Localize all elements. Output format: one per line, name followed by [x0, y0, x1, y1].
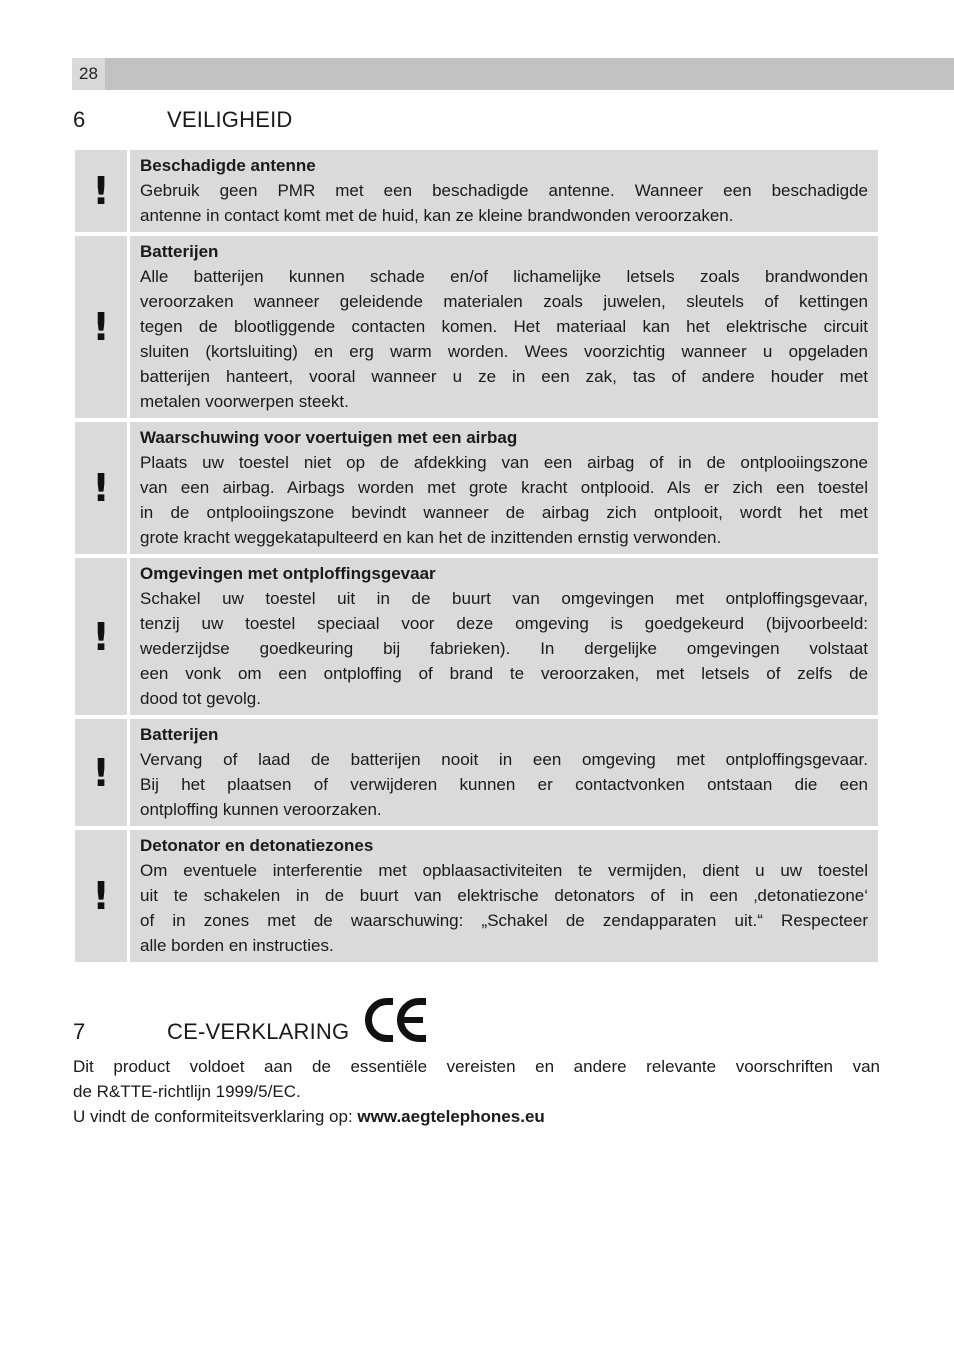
warning-text-line: alle borden en instructies. [140, 936, 334, 955]
warning-title: Waarschuwing voor voertuigen met een airbag [140, 428, 518, 447]
section-title: CE-VERKLARING [167, 1019, 350, 1044]
warning-row [75, 422, 878, 554]
ce-mark-icon [365, 998, 429, 1042]
warning-text-line: veroorzaken wanneer geleidende materialen zoals juwelen, sleutels of kettingen [140, 292, 868, 311]
warning-text-line: ontploffing kunnen veroorzaken. [140, 800, 382, 819]
section-heading-safety [73, 107, 873, 133]
warning-text-line: of in zones met de waarschuwing: „Schakel de zendapparaten uit.“ Respecteer [140, 911, 868, 930]
warning-row [75, 830, 878, 962]
warning-text-line: Alle batterijen kunnen schade en/of lichamelijke letsels zoals brandwonden [140, 267, 868, 286]
exclamation-icon: ! [92, 874, 110, 918]
exclamation-icon: ! [92, 305, 110, 349]
warning-text [130, 422, 878, 554]
declaration-line: Dit product voldoet aan de essentiële vereisten en andere relevante voorschriften van [73, 1057, 880, 1076]
warning-text-line: wederzijdse goedkeuring bij fabrieken). In dergelijke omgevingen volstaat [140, 639, 868, 658]
warning-text-line: dood tot gevolg. [140, 689, 261, 708]
warning-row [75, 719, 878, 826]
warning-row [75, 236, 878, 418]
declaration-paragraph [73, 1054, 880, 1129]
warning-icon-cell [75, 236, 127, 418]
section-heading-ce [73, 1019, 873, 1045]
warning-text-line: uit te schakelen in de buurt van elektrische detonators of in een ‚detonatiezone‘ [140, 886, 868, 905]
warning-text-line: sluiten (kortsluiting) en erg warm worden. Wees voorzichtig wanneer u opgeladen [140, 342, 868, 361]
warning-icon-cell [75, 150, 127, 232]
warning-text-line: van een airbag. Airbags worden met grote kracht ontplooid. Als er zich een toestel [140, 478, 868, 497]
warning-text-line: tegen de blootliggende contacten komen. Het materiaal kan het elektrische circuit [140, 317, 868, 336]
warning-row [75, 558, 878, 715]
warning-text-line: metalen voorwerpen steekt. [140, 392, 349, 411]
warnings-table [75, 150, 878, 966]
warning-text [130, 558, 878, 715]
section-number: 7 [73, 1019, 86, 1044]
warning-text [130, 150, 878, 232]
exclamation-icon: ! [92, 750, 110, 795]
warning-text-line: antenne in contact komt met de huid, kan ze kleine brandwonden veroorzaken. [140, 206, 734, 225]
section-title: VEILIGHEID [167, 107, 293, 132]
warning-text-line: in de ontplooiingszone bevindt wanneer de airbag zich ontplooit, wordt het met [140, 503, 868, 522]
warning-icon-cell [75, 830, 127, 962]
warning-text [130, 236, 878, 418]
declaration-line: de R&TTE-richtlijn 1999/5/EC. [73, 1082, 301, 1101]
warning-text-line: Om eventuele interferentie met opblaasactiviteiten te vermijden, dient u uw toestel [140, 861, 868, 880]
warning-icon-cell [75, 558, 127, 715]
exclamation-icon: ! [92, 614, 110, 659]
warning-text-line: tenzij uw toestel speciaal voor deze omgeving is goedgekeurd (bijvoorbeeld: [140, 614, 868, 633]
declaration-url-line [73, 1104, 880, 1129]
warning-row [75, 150, 878, 232]
warning-text [130, 830, 878, 962]
warning-text-line: Vervang of laad de batterijen nooit in een omgeving met ontploffingsgevaar. [140, 750, 868, 769]
exclamation-icon: ! [92, 466, 110, 510]
exclamation-icon: ! [92, 169, 110, 213]
warning-title: Omgevingen met ontploffingsgevaar [140, 564, 436, 583]
warning-title: Batterijen [140, 725, 219, 744]
warning-title: Detonator en detonatiezones [140, 836, 374, 855]
warning-icon-cell [75, 719, 127, 826]
website-url: www.aegtelephones.eu [357, 1107, 545, 1126]
warning-text-line: Bij het plaatsen of verwijderen kunnen er contactvonken ontstaan die een [140, 775, 868, 794]
warning-text-line: een vonk om een ontploffing of brand te veroorzaken, met letsels of zelfs de [140, 664, 868, 683]
warning-text-line: Gebruik geen PMR met een beschadigde antenne. Wanneer een beschadigde [140, 181, 868, 200]
url-label: U vindt de conformiteitsverklaring op: [73, 1107, 353, 1126]
warning-title: Beschadigde antenne [140, 156, 316, 175]
warning-text [130, 719, 878, 826]
warning-text-line: grote kracht weggekatapulteerd en kan het de inzittenden ernstig verwonden. [140, 528, 722, 547]
section-number: 6 [73, 107, 86, 132]
warning-text-line: Schakel uw toestel uit in de buurt van omgevingen met ontploffingsgevaar, [140, 589, 868, 608]
warning-text-line: batterijen hanteert, vooral wanneer u ze in een zak, tas of andere houder met [140, 367, 868, 386]
warning-icon-cell [75, 422, 127, 554]
warning-title: Batterijen [140, 242, 219, 261]
warning-text-line: Plaats uw toestel niet op de afdekking van een airbag of in de ontplooiingszone [140, 453, 868, 472]
page-number: 28 [72, 58, 105, 90]
page-header-bar [105, 58, 954, 90]
